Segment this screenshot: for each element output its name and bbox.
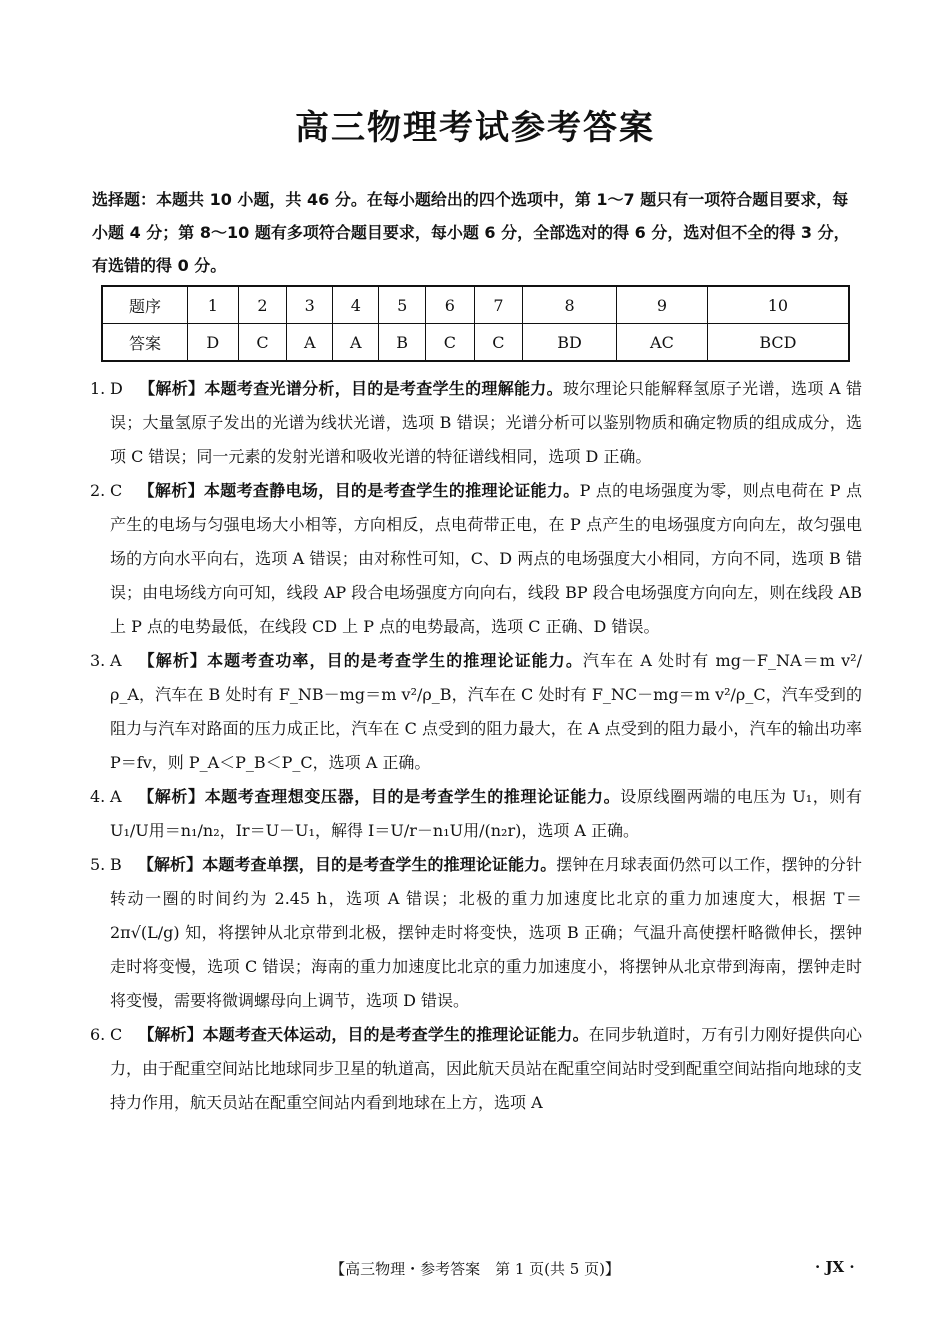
explanation-item: [90, 372, 862, 474]
item-body: 在同步轨道时，万有引力刚好提供向心力，由于配重空间站比地球同步卫星的轨道高，因此航天员站在配重空间站时受到配重空间站指向地球的支持力作用，航天员站在配重空间站内看到地球在上方，选项 A: [110, 1025, 863, 1112]
item-objective: 本题考查静电场，目的是考查学生的推理论证能力。: [203, 481, 580, 500]
answer-cell: A: [287, 324, 333, 362]
answer-cell: B: [379, 324, 426, 362]
question-cell: 8: [523, 286, 617, 324]
analysis-tag: 【解析】: [138, 1025, 203, 1044]
item-answer: C: [110, 481, 123, 500]
answer-cell: D: [188, 324, 239, 362]
question-cell: 6: [426, 286, 475, 324]
footer-code: · JX ·: [815, 1258, 855, 1276]
explanation-item: [90, 474, 862, 644]
explanation-item: [90, 780, 862, 848]
item-number: 6.: [90, 1025, 106, 1044]
answer-cell: C: [238, 324, 287, 362]
analysis-tag: 【解析】: [138, 481, 204, 500]
analysis-tag: 【解析】: [137, 651, 207, 670]
item-objective: 本题考查单摆，目的是考查学生的推理论证能力。: [202, 855, 557, 874]
item-number: 4.: [90, 787, 106, 806]
question-cell: 9: [617, 286, 708, 324]
item-number: 3.: [90, 651, 106, 670]
item-body: 玻尔理论只能解释氢原子光谱，选项 A 错误；大量氢原子发出的光谱为线状光谱，选项 B 错误；光谱分析可以鉴别物质和确定物质的组成成分，选项 C 错误；同一元素的发射光谱和吸收光谱的特征谱线相同，选项 D 正确。: [110, 379, 862, 466]
item-answer: D: [110, 379, 123, 398]
item-body: 设原线圈两端的电压为 U₁，则有 U₁/U用＝n₁/n₂，Ir＝U－U₁，解得 I＝U/r－n₁U用/(n₂r)，选项 A 正确。: [110, 787, 862, 840]
item-answer: A: [110, 787, 122, 806]
item-body: P 点的电场强度为零，则点电荷在 P 点产生的电场与匀强电场大小相等，方向相反，点电荷带正电，在 P 点产生的电场强度方向向左，故匀强电场的方向水平向右，选项 A 错误；由对称性可知，C、D 两点的电场强度大小相同，方向不同，选项 B 错误；由电场线方向可知，线段 AP 段合电场强度方向向右，线段 BP 段合电场强度方向向左，则在线段 AB 上 P 点的电势最低，在线段 CD 上 P 点的电势最高，选项 C 正确、D 错误。: [110, 481, 862, 636]
question-row: [102, 286, 849, 324]
explanation-item: [90, 848, 862, 1018]
answer-row: [102, 324, 849, 362]
question-cell: 10: [707, 286, 849, 324]
explanation-item: [90, 1018, 862, 1120]
item-objective: 本题考查天体运动，目的是考查学生的推理论证能力。: [202, 1025, 589, 1044]
item-body: 摆钟在月球表面仍然可以工作，摆钟的分针转动一圈的时间约为 2.45 h，选项 A 错误；北极的重力加速度比北京的重力加速度大，根据 T＝2π√(L/g) 知，将摆钟从北京带到北极，摆钟走时将变快，选项 B 正确；气温升高使摆杆略微伸长，摆钟走时将变慢，选项 C 错误；海南的重力加速度比北京的重力加速度小，将摆钟从北京带到海南，摆钟走时将变慢，需要将微调螺母向上调节，选项 D 错误。: [110, 855, 862, 1010]
question-cell: 5: [379, 286, 426, 324]
item-number: 2.: [90, 481, 106, 500]
page-title: 高三物理考试参考答案: [295, 108, 655, 148]
question-cell: 3: [287, 286, 333, 324]
answer-cell: C: [426, 324, 475, 362]
analysis-tag: 【解析】: [138, 379, 205, 398]
answer-table: [101, 285, 850, 362]
analysis-tag: 【解析】: [137, 787, 205, 806]
item-number: 1.: [90, 379, 106, 398]
explanation-item: [90, 644, 862, 780]
item-answer: A: [110, 651, 122, 670]
explanation-list: [90, 372, 862, 1120]
item-answer: C: [110, 1025, 123, 1044]
row-label-question: 题序: [102, 286, 188, 324]
item-number: 5.: [90, 855, 106, 874]
question-cell: 4: [333, 286, 379, 324]
item-objective: 本题考查理想变压器，目的是考查学生的推理论证能力。: [204, 787, 621, 806]
question-cell: 1: [188, 286, 239, 324]
row-label-answer: 答案: [102, 324, 188, 362]
answer-cell: BCD: [707, 324, 849, 362]
page-footer: 【高三物理・参考答案 第 1 页(共 5 页)】: [330, 1260, 620, 1278]
item-objective: 本题考查光谱分析，目的是考查学生的理解能力。: [204, 379, 563, 398]
analysis-tag: 【解析】: [137, 855, 203, 874]
item-answer: B: [110, 855, 122, 874]
answer-cell: BD: [523, 324, 617, 362]
answer-cell: C: [474, 324, 523, 362]
answer-cell: AC: [617, 324, 708, 362]
question-cell: 7: [474, 286, 523, 324]
item-objective: 本题考查功率，目的是考查学生的推理论证能力。: [207, 651, 583, 670]
question-cell: 2: [238, 286, 287, 324]
answer-cell: A: [333, 324, 379, 362]
section-intro: 选择题：本题共 10 小题，共 46 分。在每小题给出的四个选项中，第 1～7 题只有一项符合题目要求，每小题 4 分；第 8～10 题有多项符合题目要求，每小题 6 分，全部选对的得 6 分，选对但不全的得 3 分，有选错的得 0 分。: [92, 190, 850, 275]
item-body: 汽车在 A 处时有 mg－F_NA＝m v²/ρ_A，汽车在 B 处时有 F_NB－mg＝m v²/ρ_B，汽车在 C 处时有 F_NC－mg＝m v²/ρ_C，汽车受到的阻力与汽车对路面的压力成正比，汽车在 C 点受到的阻力最大，在 A 点受到的阻力最小，汽车的输出功率 P＝fv，则 P_A＜P_B＜P_C，选项 A 正确。: [110, 651, 862, 772]
